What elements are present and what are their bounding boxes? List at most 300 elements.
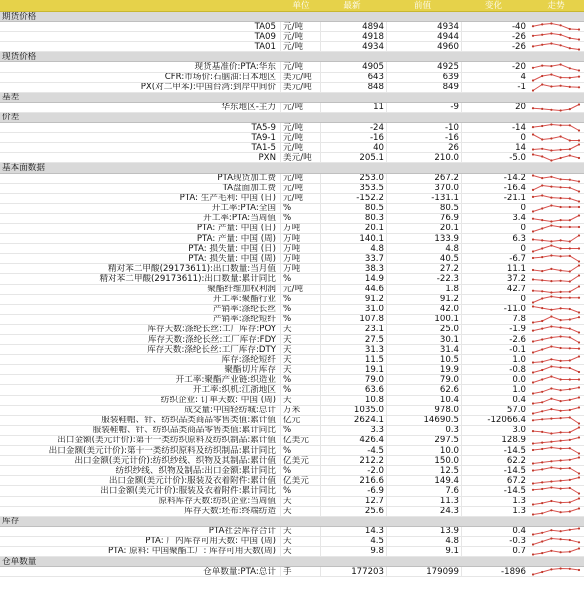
sparkline-point bbox=[541, 448, 543, 450]
sparkline-point bbox=[578, 379, 580, 381]
sparkline-line bbox=[533, 417, 579, 423]
sparkline-line bbox=[533, 135, 579, 141]
sparkline bbox=[530, 567, 582, 576]
trend-cell bbox=[528, 497, 584, 506]
sparkline bbox=[530, 547, 582, 556]
latest-value: 91.2 bbox=[320, 295, 386, 305]
sparkline-point bbox=[541, 148, 543, 150]
sparkline-point bbox=[578, 296, 580, 298]
sparkline-point bbox=[578, 426, 580, 428]
previous-value: 79.0 bbox=[386, 375, 461, 385]
sparkline bbox=[530, 123, 582, 132]
previous-value: -10 bbox=[386, 123, 461, 133]
sparkline-point bbox=[578, 190, 580, 192]
sparkline bbox=[530, 527, 582, 536]
sparkline-point bbox=[550, 417, 552, 419]
sparkline-line bbox=[533, 104, 579, 110]
indicator-name: 成交量:中国轻纺城:总计 bbox=[184, 405, 276, 416]
sparkline-point bbox=[578, 75, 580, 77]
sparkline-line bbox=[533, 337, 579, 343]
section-title: 期货价格 bbox=[2, 12, 37, 22]
sparkline-point bbox=[541, 280, 543, 282]
table-row bbox=[0, 507, 584, 517]
unit-cell: 万吨 bbox=[280, 264, 320, 274]
sparkline-point bbox=[550, 255, 552, 257]
sparkline-point bbox=[560, 417, 562, 419]
sparkline-point bbox=[560, 255, 562, 257]
sparkline-point bbox=[550, 65, 552, 67]
trend-cell bbox=[528, 153, 584, 162]
trend-cell bbox=[528, 133, 584, 142]
unit-cell: 天 bbox=[280, 335, 320, 345]
sparkline-line bbox=[533, 256, 579, 262]
unit-cell: 元/吨 bbox=[280, 194, 320, 204]
table-row bbox=[0, 83, 584, 93]
sparkline bbox=[530, 244, 582, 253]
sparkline-point bbox=[569, 47, 571, 49]
sparkline-line bbox=[533, 276, 579, 282]
unit-cell: 元/吨 bbox=[280, 133, 320, 143]
change-value: 3.4 bbox=[461, 214, 528, 224]
change-value: 42.7 bbox=[461, 285, 528, 295]
sparkline bbox=[530, 436, 582, 445]
indicator-name: 精对苯二甲酸(29173611):出口数量:累计同比 bbox=[99, 274, 276, 284]
table-row bbox=[0, 537, 584, 547]
indicator-name: PTA: 厂内库存可用天数: 中国 (周) bbox=[145, 536, 276, 547]
sparkline-point bbox=[532, 442, 534, 444]
unit-cell: 万吨 bbox=[280, 234, 320, 244]
change-value: 3.0 bbox=[461, 426, 528, 436]
indicator-name: PTA: 生产毛利: 中国 (日) bbox=[179, 193, 276, 204]
sparkline-point bbox=[550, 358, 552, 360]
latest-value: -6.9 bbox=[320, 486, 386, 496]
unit-cell: 万吨 bbox=[280, 244, 320, 254]
sparkline-point bbox=[569, 271, 571, 273]
indicator-name: TA5-9 bbox=[251, 123, 276, 133]
sparkline-point bbox=[550, 73, 552, 75]
previous-value: 91.2 bbox=[386, 295, 461, 305]
indicator-name: 华东地区-主力 bbox=[221, 102, 276, 113]
unit-cell: % bbox=[280, 274, 320, 284]
sparkline bbox=[530, 103, 582, 112]
indicator-name: 出口金额(美元计价):第十一类纺织原料及纺织制品:累计值 bbox=[57, 435, 276, 446]
latest-value: 140.1 bbox=[320, 234, 386, 244]
trend-cell bbox=[528, 123, 584, 132]
sparkline-point bbox=[569, 178, 571, 180]
indicator-name: 库存天数:涤纶长丝:工厂库存:POY bbox=[147, 324, 276, 335]
sparkline-point bbox=[560, 219, 562, 221]
change-value: -21.1 bbox=[461, 194, 528, 204]
sparkline-point bbox=[550, 196, 552, 198]
sparkline-line bbox=[533, 125, 579, 131]
trend-cell bbox=[528, 305, 584, 314]
indicator-name: PTA: 产量: 中国 (日) bbox=[196, 223, 276, 234]
indicator-name: 库存天数:坯布:终端纺造 bbox=[184, 506, 276, 517]
previous-value: 20.1 bbox=[386, 224, 461, 234]
sparkline-point bbox=[541, 194, 543, 196]
trend-cell bbox=[528, 143, 584, 152]
sparkline-point bbox=[532, 329, 534, 331]
sparkline-point bbox=[550, 336, 552, 338]
indicator-name: TA05 bbox=[254, 22, 276, 32]
sparkline-line bbox=[533, 44, 579, 50]
change-value: -16.4 bbox=[461, 184, 528, 194]
sparkline-point bbox=[541, 552, 543, 554]
trend-cell bbox=[528, 214, 584, 223]
previous-value: 4960 bbox=[386, 42, 461, 52]
unit-cell: 亿美元 bbox=[280, 436, 320, 446]
table-row bbox=[0, 335, 584, 345]
unit-cell: 元/吨 bbox=[280, 62, 320, 72]
sparkline-point bbox=[560, 530, 562, 532]
header-unit: 单位 bbox=[292, 0, 310, 11]
trend-cell bbox=[528, 507, 584, 516]
change-value: -6.7 bbox=[461, 254, 528, 264]
sparkline-point bbox=[578, 371, 580, 373]
indicator-name: 开工率:聚酯行业 bbox=[212, 294, 276, 305]
sparkline-point bbox=[532, 230, 534, 232]
table-row bbox=[0, 103, 584, 113]
change-value: -12066.4 bbox=[461, 416, 528, 426]
sparkline bbox=[530, 83, 582, 92]
sparkline-point bbox=[541, 83, 543, 85]
sparkline-point bbox=[550, 397, 552, 399]
sparkline-point bbox=[541, 327, 543, 329]
sparkline-line bbox=[533, 236, 579, 242]
latest-value: 2624.1 bbox=[320, 416, 386, 426]
sparkline bbox=[530, 446, 582, 455]
sparkline-line bbox=[533, 326, 579, 332]
table-header bbox=[0, 0, 584, 12]
sparkline-point bbox=[532, 218, 534, 220]
sparkline-point bbox=[541, 307, 543, 309]
sparkline-point bbox=[550, 509, 552, 511]
sparkline-point bbox=[578, 214, 580, 216]
indicator-name: 出口金额(美元计价):第十一类纺织原料及纺织制品:累计同比 bbox=[48, 446, 276, 456]
previous-value: 849 bbox=[386, 83, 461, 93]
unit-cell: % bbox=[280, 466, 320, 476]
sparkline-point bbox=[541, 125, 543, 127]
change-value: -14.5 bbox=[461, 486, 528, 496]
sparkline bbox=[530, 507, 582, 516]
table-row bbox=[0, 497, 584, 507]
sparkline-point bbox=[578, 316, 580, 318]
sparkline-point bbox=[569, 568, 571, 570]
unit-cell: 元/吨 bbox=[280, 174, 320, 184]
sparkline-point bbox=[550, 432, 552, 434]
sparkline bbox=[530, 325, 582, 334]
sparkline-point bbox=[560, 538, 562, 540]
unit-cell: 元/吨 bbox=[280, 184, 320, 194]
latest-value: 40 bbox=[320, 143, 386, 153]
sparkline-point bbox=[560, 290, 562, 292]
sparkline-point bbox=[578, 39, 580, 41]
sparkline-point bbox=[532, 210, 534, 212]
unit-cell: 天 bbox=[280, 497, 320, 507]
previous-value: 297.5 bbox=[386, 436, 461, 446]
sparkline-point bbox=[532, 149, 534, 151]
previous-value: 370.0 bbox=[386, 184, 461, 194]
indicator-name: PTA: 产量: 中国 (周) bbox=[196, 234, 276, 244]
table-row bbox=[0, 436, 584, 446]
table-row bbox=[0, 32, 584, 42]
sparkline-point bbox=[569, 398, 571, 400]
change-value: 0 bbox=[461, 295, 528, 305]
latest-value: 353.5 bbox=[320, 184, 386, 194]
sparkline bbox=[530, 396, 582, 405]
change-value: -14.2 bbox=[461, 174, 528, 184]
section-title: 库存 bbox=[2, 516, 20, 527]
change-value: 1.0 bbox=[461, 355, 528, 365]
unit-cell: % bbox=[280, 305, 320, 315]
sparkline-line bbox=[533, 407, 579, 413]
sparkline-point bbox=[578, 265, 580, 267]
unit-cell: 元/吨 bbox=[280, 22, 320, 32]
latest-value: 426.4 bbox=[320, 436, 386, 446]
sparkline-point bbox=[532, 66, 534, 68]
sparkline-point bbox=[560, 270, 562, 272]
latest-value: 80.3 bbox=[320, 214, 386, 224]
trend-cell bbox=[528, 426, 584, 435]
section-header bbox=[0, 113, 584, 123]
previous-value: 4.8 bbox=[386, 244, 461, 254]
trend-cell bbox=[528, 254, 584, 263]
sparkline-point bbox=[560, 488, 562, 490]
sparkline-point bbox=[569, 67, 571, 69]
sparkline-point bbox=[532, 25, 534, 27]
table-row bbox=[0, 456, 584, 466]
sparkline-point bbox=[550, 529, 552, 531]
sparkline-point bbox=[569, 551, 571, 553]
indicator-name: 出口金额(美元计价):纺织纱线、织物及其制品:累计值 bbox=[74, 456, 276, 466]
table-row bbox=[0, 285, 584, 295]
unit-cell: 手 bbox=[280, 567, 320, 577]
sparkline-point bbox=[541, 320, 543, 322]
sparkline-line bbox=[533, 347, 579, 353]
change-value: 0 bbox=[461, 244, 528, 254]
sparkline-point bbox=[569, 255, 571, 257]
unit-cell: 美元/吨 bbox=[280, 153, 320, 163]
sparkline-line bbox=[533, 246, 579, 252]
previous-value: 0.3 bbox=[386, 426, 461, 436]
sparkline-point bbox=[560, 178, 562, 180]
sparkline-point bbox=[569, 379, 571, 381]
sparkline-point bbox=[560, 24, 562, 26]
previous-value: 639 bbox=[386, 73, 461, 83]
table-body bbox=[0, 12, 584, 577]
table-row bbox=[0, 365, 584, 375]
sparkline-point bbox=[541, 532, 543, 534]
previous-value: 4.8 bbox=[386, 537, 461, 547]
sparkline bbox=[530, 406, 582, 415]
indicator-name: 开工率:织机:江浙地区 bbox=[192, 385, 276, 395]
sparkline-point bbox=[541, 401, 543, 403]
sparkline-point bbox=[550, 325, 552, 327]
latest-value: 14.9 bbox=[320, 274, 386, 284]
sparkline-point bbox=[541, 290, 543, 292]
previous-value: 14690.5 bbox=[386, 416, 461, 426]
previous-value: 4925 bbox=[386, 62, 461, 72]
sparkline-point bbox=[560, 34, 562, 36]
section-title: 仓单数量 bbox=[2, 557, 37, 567]
latest-value: 11 bbox=[320, 103, 386, 113]
indicator-name: PTA社会库存合计 bbox=[208, 526, 276, 537]
sparkline-point bbox=[560, 335, 562, 337]
sparkline-point bbox=[541, 441, 543, 443]
sparkline-point bbox=[541, 34, 543, 36]
sparkline bbox=[530, 274, 582, 283]
sparkline-point bbox=[560, 307, 562, 309]
sparkline-point bbox=[532, 126, 534, 128]
trend-cell bbox=[528, 174, 584, 183]
sparkline-point bbox=[541, 44, 543, 46]
unit-cell: 万吨 bbox=[280, 224, 320, 234]
previous-value: 10.4 bbox=[386, 396, 461, 406]
sparkline-point bbox=[532, 321, 534, 323]
latest-value: 31.3 bbox=[320, 345, 386, 355]
unit-cell: 美元/吨 bbox=[280, 83, 320, 93]
sparkline-point bbox=[550, 43, 552, 45]
unit-cell: 亿美元 bbox=[280, 456, 320, 466]
sparkline-point bbox=[569, 108, 571, 110]
sparkline bbox=[530, 497, 582, 506]
unit-cell: 元/吨 bbox=[280, 285, 320, 295]
table-row bbox=[0, 325, 584, 335]
sparkline-point bbox=[578, 140, 580, 142]
trend-cell bbox=[528, 466, 584, 475]
change-value: -1.9 bbox=[461, 325, 528, 335]
unit-cell: % bbox=[280, 214, 320, 224]
sparkline bbox=[530, 426, 582, 435]
sparkline-point bbox=[560, 136, 562, 138]
sparkline-line bbox=[533, 145, 579, 151]
sparkline-point bbox=[532, 305, 534, 307]
previous-value: 30.1 bbox=[386, 335, 461, 345]
sparkline-point bbox=[541, 184, 543, 186]
trend-cell bbox=[528, 406, 584, 415]
sparkline bbox=[530, 73, 582, 82]
indicator-name: PTA: 原料: 中国聚酯工厂: 库存可用天数(周) bbox=[108, 546, 276, 557]
sparkline-point bbox=[578, 386, 580, 388]
unit-cell: 天 bbox=[280, 396, 320, 406]
table-row bbox=[0, 123, 584, 133]
sparkline-point bbox=[541, 139, 543, 141]
sparkline-point bbox=[532, 251, 534, 253]
sparkline-point bbox=[569, 37, 571, 39]
latest-value: -4.5 bbox=[320, 446, 386, 456]
indicator-name: 纺织纱线、织物及制品:出口金额:累计同比 bbox=[115, 466, 276, 476]
table-row bbox=[0, 446, 584, 456]
sparkline-point bbox=[569, 28, 571, 30]
sparkline-line bbox=[533, 468, 579, 474]
sparkline-point bbox=[541, 461, 543, 463]
sparkline-point bbox=[550, 204, 552, 206]
unit-cell: 元/吨 bbox=[280, 103, 320, 113]
section-header bbox=[0, 12, 584, 22]
latest-value: -152.2 bbox=[320, 194, 386, 204]
sparkline-point bbox=[550, 245, 552, 247]
unit-cell: 元/吨 bbox=[280, 32, 320, 42]
previous-value: 210.0 bbox=[386, 153, 461, 163]
sparkline-point bbox=[560, 448, 562, 450]
sparkline-point bbox=[578, 457, 580, 459]
latest-value: 4905 bbox=[320, 62, 386, 72]
trend-cell bbox=[528, 416, 584, 425]
sparkline-point bbox=[560, 45, 562, 47]
latest-value: 4918 bbox=[320, 32, 386, 42]
previous-value: 179099 bbox=[386, 567, 461, 577]
table-row bbox=[0, 184, 584, 194]
sparkline-point bbox=[578, 473, 580, 475]
latest-value: 205.1 bbox=[320, 153, 386, 163]
trend-cell bbox=[528, 274, 584, 283]
latest-value: 216.6 bbox=[320, 476, 386, 486]
sparkline-line bbox=[533, 377, 579, 383]
change-value: 128.9 bbox=[461, 436, 528, 446]
sparkline bbox=[530, 456, 582, 465]
sparkline-line bbox=[533, 205, 579, 211]
header-trend: 走势 bbox=[547, 0, 565, 11]
sparkline-line bbox=[533, 175, 579, 181]
latest-value: 107.8 bbox=[320, 315, 386, 325]
unit-cell: 天 bbox=[280, 527, 320, 537]
latest-value: 848 bbox=[320, 83, 386, 93]
indicator-name: CFR:市场价:石脑油:日本地区 bbox=[164, 72, 276, 83]
table-row bbox=[0, 194, 584, 204]
sparkline bbox=[530, 295, 582, 304]
sparkline bbox=[530, 153, 582, 162]
sparkline-point bbox=[569, 347, 571, 349]
sparkline-point bbox=[560, 109, 562, 111]
sparkline-point bbox=[541, 75, 543, 77]
change-value: -11.0 bbox=[461, 305, 528, 315]
change-value: 37.2 bbox=[461, 274, 528, 284]
sparkline bbox=[530, 264, 582, 273]
sparkline-point bbox=[550, 308, 552, 310]
change-value: -14.5 bbox=[461, 466, 528, 476]
change-value: -14.5 bbox=[461, 446, 528, 456]
previous-value: 25.0 bbox=[386, 325, 461, 335]
indicator-name: 出口金额(美元计价):服装及衣着附件:累计值 bbox=[108, 476, 276, 486]
sparkline-point bbox=[541, 297, 543, 299]
sparkline-point bbox=[578, 49, 580, 51]
sparkline-point bbox=[541, 369, 543, 371]
sparkline bbox=[530, 63, 582, 72]
table-row bbox=[0, 174, 584, 184]
sparkline-point bbox=[560, 63, 562, 65]
trend-cell bbox=[528, 194, 584, 203]
sparkline-point bbox=[550, 487, 552, 489]
sparkline-point bbox=[569, 219, 571, 221]
previous-value: 12.5 bbox=[386, 466, 461, 476]
change-value: -26 bbox=[461, 32, 528, 42]
sparkline-point bbox=[569, 296, 571, 298]
sparkline bbox=[530, 375, 582, 384]
sparkline-point bbox=[550, 160, 552, 162]
table-row bbox=[0, 345, 584, 355]
latest-value: 33.7 bbox=[320, 254, 386, 264]
table-row bbox=[0, 62, 584, 72]
sparkline bbox=[530, 234, 582, 243]
sparkline-point bbox=[578, 396, 580, 398]
sparkline-point bbox=[550, 346, 552, 348]
table-row bbox=[0, 264, 584, 274]
sparkline-point bbox=[578, 348, 580, 350]
change-value: 62.2 bbox=[461, 456, 528, 466]
sparkline-point bbox=[560, 239, 562, 241]
latest-value: -24 bbox=[320, 123, 386, 133]
unit-cell: % bbox=[280, 426, 320, 436]
